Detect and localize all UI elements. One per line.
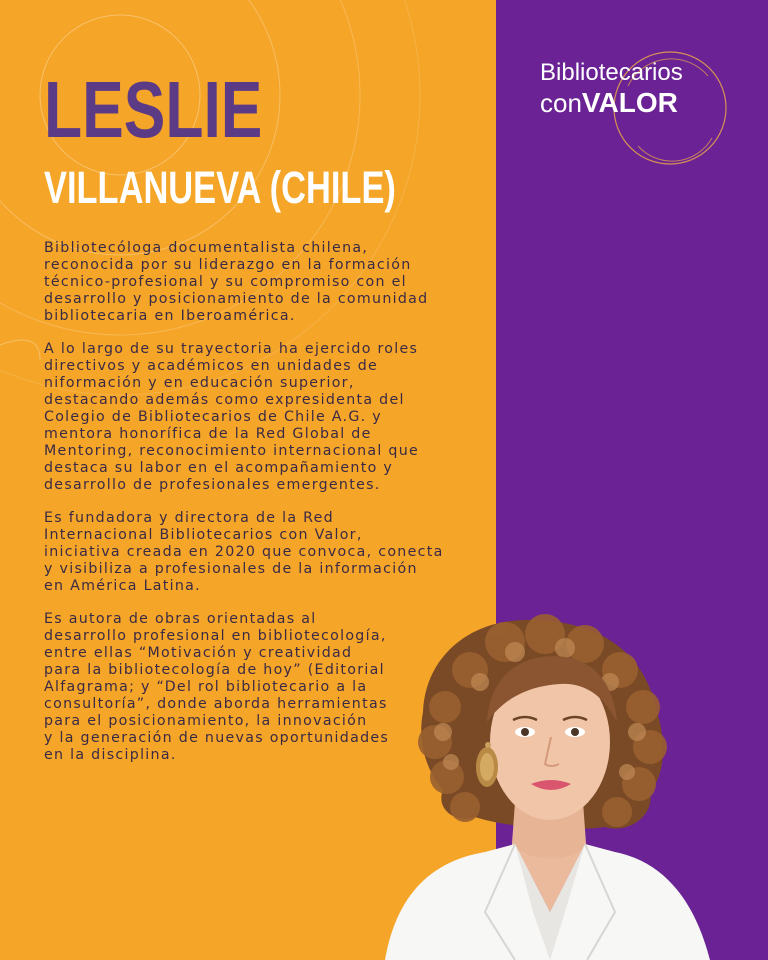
first-name-title: LESLIE [44,65,263,154]
bio-line: Es autora de obras orientadas al [44,611,317,627]
bio-line: Alfagrama; y “Del rol bibliotecario a la [44,679,368,695]
bio-line: en la disciplina. [44,747,177,763]
logo-text-con: con [540,88,582,118]
bio-paragraph-2 [44,341,484,494]
bio-line: destacando además como expresidenta del [44,392,405,408]
bio-line: bibliotecaria en Iberoamérica. [44,308,296,324]
bio-line: directivos y académicos en unidades de [44,358,379,374]
bio-line: desarrollo de profesionales emergentes. [44,477,381,493]
bibliotecarios-con-valor-logo [540,58,720,128]
woman-portrait-photo [365,612,725,960]
bio-line: destaca su labor en el acompañamiento y [44,460,394,476]
bio-line: y visibiliza a profesionales de la información [44,561,418,577]
bio-line: desarrollo profesional en bibliotecología, [44,628,387,644]
logo-text-valor: VALOR [581,87,678,118]
bio-line: A lo largo de su trayectoria ha ejercido roles [44,341,419,357]
bio-line: y la generación de nuevas oportunidades [44,730,390,746]
bio-line: iniciativa creada en 2020 que convoca, conecta [44,544,444,560]
bio-line: Mentoring, reconocimiento internacional que [44,443,420,459]
bio-line: para el posicionamiento, la innovación [44,713,368,729]
bio-line: Bibliotecóloga documentalista chilena, [44,240,369,256]
bio-line: niformación y en educación superior, [44,375,355,391]
bio-paragraph-3 [44,510,484,595]
bio-line: consultoría”, donde aborda herramientas [44,696,388,712]
bio-line: Colegio de Bibliotecarios de Chile A.G. y [44,409,382,425]
bio-line: reconocida por su liderazgo en la formación [44,257,412,273]
bio-paragraph-1 [44,240,484,325]
logo-text-bibliotecarios: Bibliotecarios [540,59,683,86]
bio-line: en América Latina. [44,578,201,594]
bio-line: Internacional Bibliotecarios con Valor, [44,527,363,543]
bio-line: para la bibliotecología de hoy” (Editorial [44,662,385,678]
bio-line: técnico-profesional y su compromiso con el [44,274,407,290]
bio-line: mentora honorífica de la Red Global de [44,426,372,442]
bio-line: entre ellas “Motivación y creatividad [44,645,353,661]
bio-line: desarrollo y posicionamiento de la comunidad [44,291,429,307]
bio-line: Es fundadora y directora de la Red [44,510,334,526]
logo-text-con-valor [540,86,678,125]
last-name-title: VILLANUEVA (CHILE) [44,162,396,213]
